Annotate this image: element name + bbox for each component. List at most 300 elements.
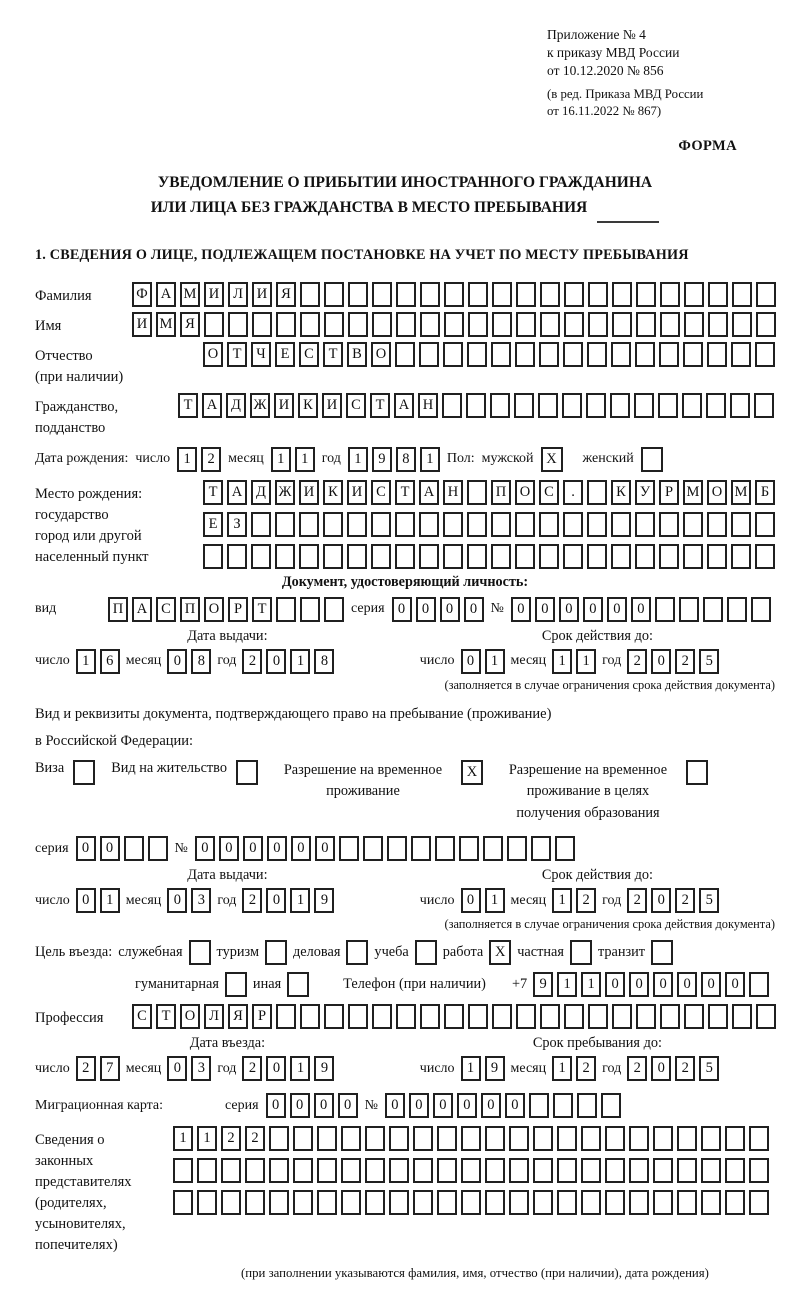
char-cell[interactable]: 0 [392, 597, 412, 622]
char-cell[interactable] [371, 544, 391, 569]
char-cell[interactable]: 0 [290, 1093, 310, 1118]
char-cell[interactable] [730, 393, 750, 418]
char-cell[interactable] [749, 972, 769, 997]
char-cell[interactable]: Ч [251, 342, 271, 367]
char-cell[interactable]: 0 [266, 1093, 286, 1118]
char-cell[interactable] [684, 312, 704, 337]
char-cell[interactable]: Т [395, 480, 415, 505]
char-cell[interactable] [491, 342, 511, 367]
char-cell[interactable]: 0 [631, 597, 651, 622]
char-cell[interactable]: 0 [167, 1056, 187, 1081]
char-cell[interactable] [276, 597, 296, 622]
char-cell[interactable] [516, 282, 536, 307]
char-cell[interactable] [725, 1126, 745, 1151]
char-cell[interactable]: О [515, 480, 535, 505]
char-cell[interactable] [372, 282, 392, 307]
char-cell[interactable] [731, 544, 751, 569]
char-cell[interactable] [507, 836, 527, 861]
char-cell[interactable]: С [156, 597, 176, 622]
char-cell[interactable]: 3 [191, 1056, 211, 1081]
char-cell[interactable]: В [347, 342, 367, 367]
char-cell[interactable] [701, 1126, 721, 1151]
char-cell[interactable] [601, 1093, 621, 1118]
char-cell[interactable]: 8 [191, 649, 211, 674]
char-cell[interactable]: 1 [76, 649, 96, 674]
char-cell[interactable] [588, 312, 608, 337]
char-cell[interactable] [371, 512, 391, 537]
char-cell[interactable]: Ж [250, 393, 270, 418]
char-cell[interactable] [683, 544, 703, 569]
char-cell[interactable] [732, 1004, 752, 1029]
char-cell[interactable] [562, 393, 582, 418]
char-cell[interactable] [324, 597, 344, 622]
char-cell[interactable] [653, 1126, 673, 1151]
char-cell[interactable] [348, 1004, 368, 1029]
char-cell[interactable] [324, 312, 344, 337]
char-cell[interactable]: 0 [291, 836, 311, 861]
purpose-study-checkbox[interactable] [415, 940, 437, 965]
char-cell[interactable] [276, 1004, 296, 1029]
char-cell[interactable] [461, 1126, 481, 1151]
char-cell[interactable]: 0 [607, 597, 627, 622]
char-cell[interactable]: 1 [173, 1126, 193, 1151]
char-cell[interactable] [467, 480, 487, 505]
char-cell[interactable] [587, 544, 607, 569]
char-cell[interactable]: 1 [485, 649, 505, 674]
char-cell[interactable]: Я [228, 1004, 248, 1029]
char-cell[interactable]: 0 [505, 1093, 525, 1118]
char-cell[interactable] [443, 512, 463, 537]
char-cell[interactable] [227, 544, 247, 569]
char-cell[interactable] [612, 1004, 632, 1029]
char-cell[interactable]: Н [418, 393, 438, 418]
char-cell[interactable]: К [323, 480, 343, 505]
char-cell[interactable] [324, 1004, 344, 1029]
char-cell[interactable] [707, 342, 727, 367]
char-cell[interactable]: П [180, 597, 200, 622]
char-cell[interactable] [587, 512, 607, 537]
char-cell[interactable]: А [394, 393, 414, 418]
char-cell[interactable] [653, 1190, 673, 1215]
char-cell[interactable]: Я [180, 312, 200, 337]
char-cell[interactable]: 0 [219, 836, 239, 861]
purpose-tourism-checkbox[interactable] [265, 940, 287, 965]
char-cell[interactable]: 8 [396, 447, 416, 472]
char-cell[interactable] [300, 282, 320, 307]
char-cell[interactable] [727, 597, 747, 622]
char-cell[interactable] [731, 512, 751, 537]
purpose-work-checkbox[interactable]: X [489, 940, 511, 965]
char-cell[interactable] [708, 282, 728, 307]
char-cell[interactable] [483, 836, 503, 861]
char-cell[interactable] [468, 282, 488, 307]
char-cell[interactable]: 1 [461, 1056, 481, 1081]
char-cell[interactable] [703, 597, 723, 622]
char-cell[interactable]: М [180, 282, 200, 307]
char-cell[interactable] [411, 836, 431, 861]
char-cell[interactable] [636, 312, 656, 337]
char-cell[interactable]: 2 [675, 888, 695, 913]
char-cell[interactable] [533, 1126, 553, 1151]
char-cell[interactable]: И [132, 312, 152, 337]
char-cell[interactable] [124, 836, 144, 861]
char-cell[interactable] [419, 544, 439, 569]
char-cell[interactable] [635, 512, 655, 537]
char-cell[interactable] [684, 282, 704, 307]
char-cell[interactable] [629, 1158, 649, 1183]
char-cell[interactable]: 0 [167, 888, 187, 913]
char-cell[interactable] [533, 1190, 553, 1215]
char-cell[interactable] [490, 393, 510, 418]
char-cell[interactable]: Я [276, 282, 296, 307]
char-cell[interactable] [629, 1190, 649, 1215]
char-cell[interactable]: 1 [197, 1126, 217, 1151]
char-cell[interactable]: 0 [315, 836, 335, 861]
char-cell[interactable]: . [563, 480, 583, 505]
char-cell[interactable] [317, 1190, 337, 1215]
char-cell[interactable] [581, 1158, 601, 1183]
char-cell[interactable]: И [252, 282, 272, 307]
char-cell[interactable] [269, 1158, 289, 1183]
char-cell[interactable] [563, 544, 583, 569]
char-cell[interactable] [660, 282, 680, 307]
char-cell[interactable]: 2 [675, 1056, 695, 1081]
char-cell[interactable]: Л [228, 282, 248, 307]
char-cell[interactable]: Л [204, 1004, 224, 1029]
char-cell[interactable]: 7 [100, 1056, 120, 1081]
char-cell[interactable]: У [635, 480, 655, 505]
char-cell[interactable]: 5 [699, 1056, 719, 1081]
char-cell[interactable] [755, 342, 775, 367]
char-cell[interactable] [707, 544, 727, 569]
char-cell[interactable] [684, 1004, 704, 1029]
char-cell[interactable]: 0 [195, 836, 215, 861]
char-cell[interactable]: 0 [457, 1093, 477, 1118]
char-cell[interactable] [413, 1158, 433, 1183]
char-cell[interactable] [300, 597, 320, 622]
char-cell[interactable] [756, 312, 776, 337]
char-cell[interactable] [317, 1126, 337, 1151]
char-cell[interactable] [420, 282, 440, 307]
residence-permit-checkbox[interactable] [236, 760, 258, 785]
char-cell[interactable]: 0 [385, 1093, 405, 1118]
char-cell[interactable] [557, 1190, 577, 1215]
char-cell[interactable] [629, 1126, 649, 1151]
char-cell[interactable] [708, 312, 728, 337]
char-cell[interactable]: 5 [699, 649, 719, 674]
char-cell[interactable] [732, 282, 752, 307]
char-cell[interactable] [251, 544, 271, 569]
char-cell[interactable] [461, 1190, 481, 1215]
char-cell[interactable] [725, 1190, 745, 1215]
char-cell[interactable]: А [227, 480, 247, 505]
char-cell[interactable] [529, 1093, 549, 1118]
char-cell[interactable] [413, 1190, 433, 1215]
char-cell[interactable] [324, 282, 344, 307]
char-cell[interactable]: 1 [552, 1056, 572, 1081]
char-cell[interactable] [679, 597, 699, 622]
char-cell[interactable] [660, 312, 680, 337]
char-cell[interactable]: С [346, 393, 366, 418]
char-cell[interactable] [588, 1004, 608, 1029]
char-cell[interactable]: 0 [416, 597, 436, 622]
char-cell[interactable]: А [202, 393, 222, 418]
char-cell[interactable]: А [132, 597, 152, 622]
char-cell[interactable]: Р [659, 480, 679, 505]
char-cell[interactable] [323, 512, 343, 537]
char-cell[interactable] [339, 836, 359, 861]
char-cell[interactable] [754, 393, 774, 418]
char-cell[interactable] [466, 393, 486, 418]
char-cell[interactable] [491, 512, 511, 537]
char-cell[interactable] [341, 1158, 361, 1183]
char-cell[interactable] [605, 1158, 625, 1183]
char-cell[interactable] [437, 1190, 457, 1215]
char-cell[interactable]: 1 [552, 888, 572, 913]
char-cell[interactable] [372, 312, 392, 337]
char-cell[interactable]: 2 [627, 649, 647, 674]
char-cell[interactable] [658, 393, 678, 418]
char-cell[interactable]: 0 [651, 1056, 671, 1081]
char-cell[interactable] [485, 1158, 505, 1183]
char-cell[interactable] [437, 1158, 457, 1183]
char-cell[interactable]: 1 [290, 888, 310, 913]
char-cell[interactable] [221, 1190, 241, 1215]
char-cell[interactable] [660, 1004, 680, 1029]
char-cell[interactable] [396, 312, 416, 337]
char-cell[interactable] [347, 544, 367, 569]
char-cell[interactable] [323, 544, 343, 569]
char-cell[interactable] [701, 1190, 721, 1215]
char-cell[interactable] [539, 544, 559, 569]
char-cell[interactable] [516, 312, 536, 337]
char-cell[interactable]: Д [251, 480, 271, 505]
char-cell[interactable]: 1 [581, 972, 601, 997]
char-cell[interactable] [395, 342, 415, 367]
temp-residence-education-checkbox[interactable] [686, 760, 708, 785]
char-cell[interactable] [533, 1158, 553, 1183]
char-cell[interactable]: Н [443, 480, 463, 505]
char-cell[interactable]: 0 [653, 972, 673, 997]
char-cell[interactable]: 0 [266, 1056, 286, 1081]
char-cell[interactable]: 0 [314, 1093, 334, 1118]
char-cell[interactable] [389, 1158, 409, 1183]
char-cell[interactable] [588, 282, 608, 307]
char-cell[interactable]: О [371, 342, 391, 367]
char-cell[interactable]: 0 [266, 888, 286, 913]
char-cell[interactable] [564, 312, 584, 337]
char-cell[interactable] [413, 1126, 433, 1151]
char-cell[interactable] [420, 312, 440, 337]
char-cell[interactable] [516, 1004, 536, 1029]
char-cell[interactable]: О [707, 480, 727, 505]
char-cell[interactable]: 0 [651, 649, 671, 674]
char-cell[interactable]: И [347, 480, 367, 505]
purpose-business-checkbox[interactable] [346, 940, 368, 965]
char-cell[interactable]: С [539, 480, 559, 505]
char-cell[interactable]: 0 [461, 649, 481, 674]
char-cell[interactable] [365, 1126, 385, 1151]
char-cell[interactable] [611, 342, 631, 367]
char-cell[interactable]: 0 [266, 649, 286, 674]
char-cell[interactable]: 1 [348, 447, 368, 472]
char-cell[interactable] [317, 1158, 337, 1183]
char-cell[interactable] [442, 393, 462, 418]
char-cell[interactable]: 2 [201, 447, 221, 472]
char-cell[interactable] [396, 1004, 416, 1029]
char-cell[interactable] [515, 342, 535, 367]
char-cell[interactable]: 0 [76, 888, 96, 913]
char-cell[interactable]: Т [252, 597, 272, 622]
char-cell[interactable] [492, 282, 512, 307]
char-cell[interactable]: 2 [627, 888, 647, 913]
char-cell[interactable]: О [203, 342, 223, 367]
char-cell[interactable]: 0 [535, 597, 555, 622]
char-cell[interactable]: Ж [275, 480, 295, 505]
sex-male-checkbox[interactable]: X [541, 447, 563, 472]
char-cell[interactable]: 1 [100, 888, 120, 913]
char-cell[interactable] [468, 1004, 488, 1029]
char-cell[interactable]: 9 [314, 888, 334, 913]
char-cell[interactable]: 0 [583, 597, 603, 622]
char-cell[interactable] [515, 512, 535, 537]
char-cell[interactable]: 2 [221, 1126, 241, 1151]
char-cell[interactable] [300, 312, 320, 337]
char-cell[interactable] [419, 342, 439, 367]
char-cell[interactable] [396, 282, 416, 307]
char-cell[interactable] [395, 544, 415, 569]
char-cell[interactable]: Р [252, 1004, 272, 1029]
char-cell[interactable] [587, 480, 607, 505]
char-cell[interactable]: П [108, 597, 128, 622]
char-cell[interactable] [605, 1126, 625, 1151]
char-cell[interactable] [555, 836, 575, 861]
char-cell[interactable] [269, 1126, 289, 1151]
char-cell[interactable]: Т [227, 342, 247, 367]
char-cell[interactable] [581, 1126, 601, 1151]
purpose-other-checkbox[interactable] [287, 972, 309, 997]
char-cell[interactable] [755, 512, 775, 537]
char-cell[interactable] [293, 1158, 313, 1183]
char-cell[interactable] [275, 512, 295, 537]
char-cell[interactable]: А [156, 282, 176, 307]
char-cell[interactable] [610, 393, 630, 418]
char-cell[interactable]: Т [323, 342, 343, 367]
char-cell[interactable] [540, 282, 560, 307]
char-cell[interactable] [634, 393, 654, 418]
visa-checkbox[interactable] [73, 760, 95, 785]
char-cell[interactable]: 9 [533, 972, 553, 997]
sex-female-checkbox[interactable] [641, 447, 663, 472]
purpose-private-checkbox[interactable] [570, 940, 592, 965]
char-cell[interactable] [683, 512, 703, 537]
char-cell[interactable]: 6 [100, 649, 120, 674]
char-cell[interactable]: 1 [552, 649, 572, 674]
char-cell[interactable] [611, 544, 631, 569]
char-cell[interactable]: 2 [242, 1056, 262, 1081]
char-cell[interactable] [707, 512, 727, 537]
char-cell[interactable]: 1 [576, 649, 596, 674]
char-cell[interactable] [197, 1190, 217, 1215]
char-cell[interactable] [389, 1190, 409, 1215]
char-cell[interactable] [708, 1004, 728, 1029]
char-cell[interactable]: Т [203, 480, 223, 505]
char-cell[interactable] [435, 836, 455, 861]
char-cell[interactable]: Ф [132, 282, 152, 307]
char-cell[interactable]: 2 [675, 649, 695, 674]
char-cell[interactable] [611, 512, 631, 537]
char-cell[interactable] [677, 1190, 697, 1215]
char-cell[interactable] [605, 1190, 625, 1215]
char-cell[interactable]: 9 [314, 1056, 334, 1081]
char-cell[interactable]: 0 [605, 972, 625, 997]
char-cell[interactable]: 0 [100, 836, 120, 861]
char-cell[interactable] [461, 1158, 481, 1183]
char-cell[interactable]: М [156, 312, 176, 337]
char-cell[interactable]: 0 [167, 649, 187, 674]
char-cell[interactable] [540, 312, 560, 337]
char-cell[interactable]: 0 [481, 1093, 501, 1118]
char-cell[interactable] [701, 1158, 721, 1183]
char-cell[interactable]: 0 [677, 972, 697, 997]
char-cell[interactable] [293, 1126, 313, 1151]
char-cell[interactable] [587, 342, 607, 367]
char-cell[interactable]: 0 [409, 1093, 429, 1118]
char-cell[interactable]: П [491, 480, 511, 505]
char-cell[interactable] [563, 342, 583, 367]
char-cell[interactable]: 1 [420, 447, 440, 472]
char-cell[interactable]: О [204, 597, 224, 622]
char-cell[interactable] [444, 1004, 464, 1029]
char-cell[interactable] [731, 342, 751, 367]
char-cell[interactable]: 2 [576, 888, 596, 913]
char-cell[interactable] [531, 836, 551, 861]
char-cell[interactable]: М [683, 480, 703, 505]
char-cell[interactable] [341, 1190, 361, 1215]
char-cell[interactable] [221, 1158, 241, 1183]
char-cell[interactable] [706, 393, 726, 418]
char-cell[interactable] [467, 512, 487, 537]
char-cell[interactable] [299, 512, 319, 537]
char-cell[interactable]: 0 [651, 888, 671, 913]
char-cell[interactable] [485, 1190, 505, 1215]
char-cell[interactable] [245, 1158, 265, 1183]
char-cell[interactable] [437, 1126, 457, 1151]
char-cell[interactable] [564, 282, 584, 307]
char-cell[interactable]: 2 [76, 1056, 96, 1081]
char-cell[interactable] [581, 1190, 601, 1215]
char-cell[interactable] [203, 544, 223, 569]
temp-residence-checkbox[interactable]: X [461, 760, 483, 785]
char-cell[interactable] [252, 312, 272, 337]
char-cell[interactable] [148, 836, 168, 861]
char-cell[interactable]: 0 [725, 972, 745, 997]
char-cell[interactable] [363, 836, 383, 861]
char-cell[interactable] [293, 1190, 313, 1215]
char-cell[interactable]: 1 [557, 972, 577, 997]
char-cell[interactable] [514, 393, 534, 418]
char-cell[interactable]: 2 [576, 1056, 596, 1081]
char-cell[interactable] [677, 1158, 697, 1183]
char-cell[interactable]: М [731, 480, 751, 505]
char-cell[interactable] [751, 597, 771, 622]
char-cell[interactable]: 0 [701, 972, 721, 997]
char-cell[interactable]: 1 [271, 447, 291, 472]
char-cell[interactable] [467, 544, 487, 569]
char-cell[interactable]: 5 [699, 888, 719, 913]
char-cell[interactable]: К [298, 393, 318, 418]
char-cell[interactable] [269, 1190, 289, 1215]
